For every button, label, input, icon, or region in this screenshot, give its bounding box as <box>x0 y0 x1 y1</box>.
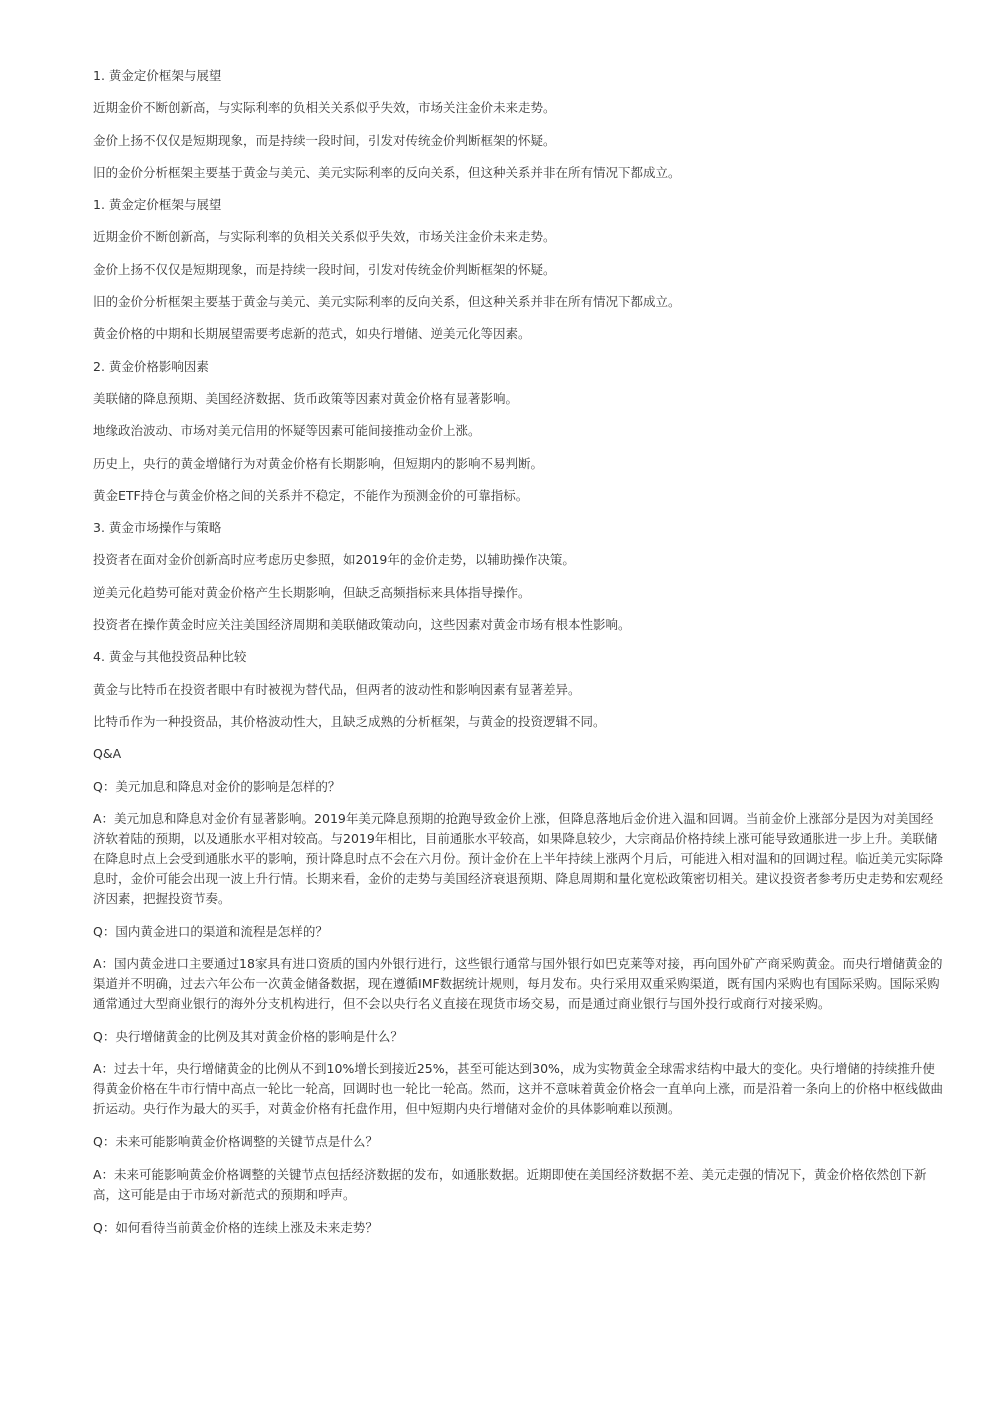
paragraph: 历史上，央行的黄金增储行为对黄金价格有长期影响，但短期内的影响不易判断。 <box>93 455 544 471</box>
question: Q：美元加息和降息对金价的影响是怎样的？ <box>93 778 341 794</box>
section-heading: 1. 黄金定价框架与展望 <box>93 197 222 213</box>
paragraph: 地缘政治波动、市场对美元信用的怀疑等因素可能间接推动金价上涨。 <box>93 423 481 439</box>
paragraph: 美联储的降息预期、美国经济数据、货币政策等因素对黄金价格有显著影响。 <box>93 390 519 406</box>
paragraph: 近期金价不断创新高，与实际利率的负相关关系似乎失效，市场关注金价未来走势。 <box>93 229 556 245</box>
paragraph: 金价上扬不仅仅是短期现象，而是持续一段时间，引发对传统金价判断框架的怀疑。 <box>93 261 556 277</box>
paragraph: 投资者在操作黄金时应关注美国经济周期和美联储政策动向，这些因素对黄金市场有根本性影响。 <box>93 617 631 633</box>
question: Q：未来可能影响黄金价格调整的关键节点是什么？ <box>93 1134 378 1150</box>
section-heading: 1. 黄金定价框架与展望 <box>93 68 222 83</box>
document-page <box>93 66 943 1250</box>
answer: A：美元加息和降息对金价有显著影响。2019年美元降息预期的抢跑导致金价上涨，但降息落地后金价进入温和回调。当前金价上涨部分是因为对美国经济软着陆的预期，以及通胀水平相对较高。与2019年相比，目前通胀水平较高，如果降息较少，大宗商品价格持续上涨可能导致通胀进一步上升。美联储在降息时点上会受到通胀水平的影响，预计降息时点不会在六月份。预计金价在上半年持续上涨两个月后，可能进入相对温和的回调过程。临近美元实际降息时，金价可能会出现一波上升行情。长期来看，金价的走势与美国经济衰退预期、降息周期和量化宽松政策密切相关。建议投资者参考历史走势和宏观经济因素，把握投资节奏。 <box>93 810 944 906</box>
qa-heading: Q&A <box>93 746 122 762</box>
paragraph: 金价上扬不仅仅是短期现象，而是持续一段时间，引发对传统金价判断框架的怀疑。 <box>93 132 556 148</box>
paragraph: 旧的金价分析框架主要基于黄金与美元、美元实际利率的反向关系，但这种关系并非在所有情况下都成立。 <box>93 294 681 310</box>
paragraph: 投资者在面对金价创新高时应考虑历史参照，如2019年的金价走势，以辅助操作决策。 <box>93 552 575 568</box>
section-heading: 4. 黄金与其他投资品种比较 <box>93 649 247 665</box>
paragraph: 比特币作为一种投资品，其价格波动性大，且缺乏成熟的分析框架，与黄金的投资逻辑不同。 <box>93 713 606 729</box>
answer: A：国内黄金进口主要通过18家具有进口资质的国内外银行进行，这些银行通常与国外银行如巴克莱等对接，再向国外矿产商采购黄金。而央行增储黄金的渠道并不明确，过去六年公布一次黄金储备数据，现在遵循IMF数据统计规则，每月发布。央行采用双重采购渠道，既有国内采购也有国际采购。国际采购通常通过大型商业银行的海外分支机构进行，但不会以央行名义直接在现货市场交易，而是通过商业银行与国外投行或商行对接采购。 <box>93 956 943 1012</box>
question: Q：如何看待当前黄金价格的连续上涨及未来走势？ <box>93 1219 378 1235</box>
paragraph: 黄金与比特币在投资者眼中有时被视为替代品，但两者的波动性和影响因素有显著差异。 <box>93 681 581 697</box>
section-heading: 3. 黄金市场操作与策略 <box>93 520 222 536</box>
paragraph: 黄金ETF持仓与黄金价格之间的关系并不稳定，不能作为预测金价的可靠指标。 <box>93 487 529 503</box>
section-heading: 2. 黄金价格影响因素 <box>93 358 209 374</box>
paragraph: 旧的金价分析框架主要基于黄金与美元、美元实际利率的反向关系，但这种关系并非在所有情况下都成立。 <box>93 164 681 180</box>
answer: A：过去十年，央行增储黄金的比例从不到10%增长到接近25%，甚至可能达到30%，成为实物黄金全球需求结构中最大的变化。央行增储的持续推升使得黄金价格在牛市行情中高点一轮比一轮高，回调时也一轮比一轮高。然而，这并不意味着黄金价格会一直单向上涨，而是沿着一条向上的价格中枢线做曲折运动。央行作为最大的买手，对黄金价格有托盘作用，但中短期内央行增储对金价的具体影响难以预测。 <box>93 1061 944 1117</box>
question: Q：央行增储黄金的比例及其对黄金价格的影响是什么？ <box>93 1029 403 1045</box>
question: Q：国内黄金进口的渠道和流程是怎样的？ <box>93 923 328 939</box>
answer: A：未来可能影响黄金价格调整的关键节点包括经济数据的发布，如通胀数据。近期即使在美国经济数据不差、美元走强的情况下，黄金价格依然创下新高，这可能是由于市场对新范式的预期和呼声。 <box>93 1166 927 1202</box>
paragraph: 黄金价格的中期和长期展望需要考虑新的范式，如央行增储、逆美元化等因素。 <box>93 326 531 342</box>
paragraph: 逆美元化趋势可能对黄金价格产生长期影响，但缺乏高频指标来具体指导操作。 <box>93 584 531 600</box>
paragraph: 近期金价不断创新高，与实际利率的负相关关系似乎失效，市场关注金价未来走势。 <box>93 100 556 116</box>
